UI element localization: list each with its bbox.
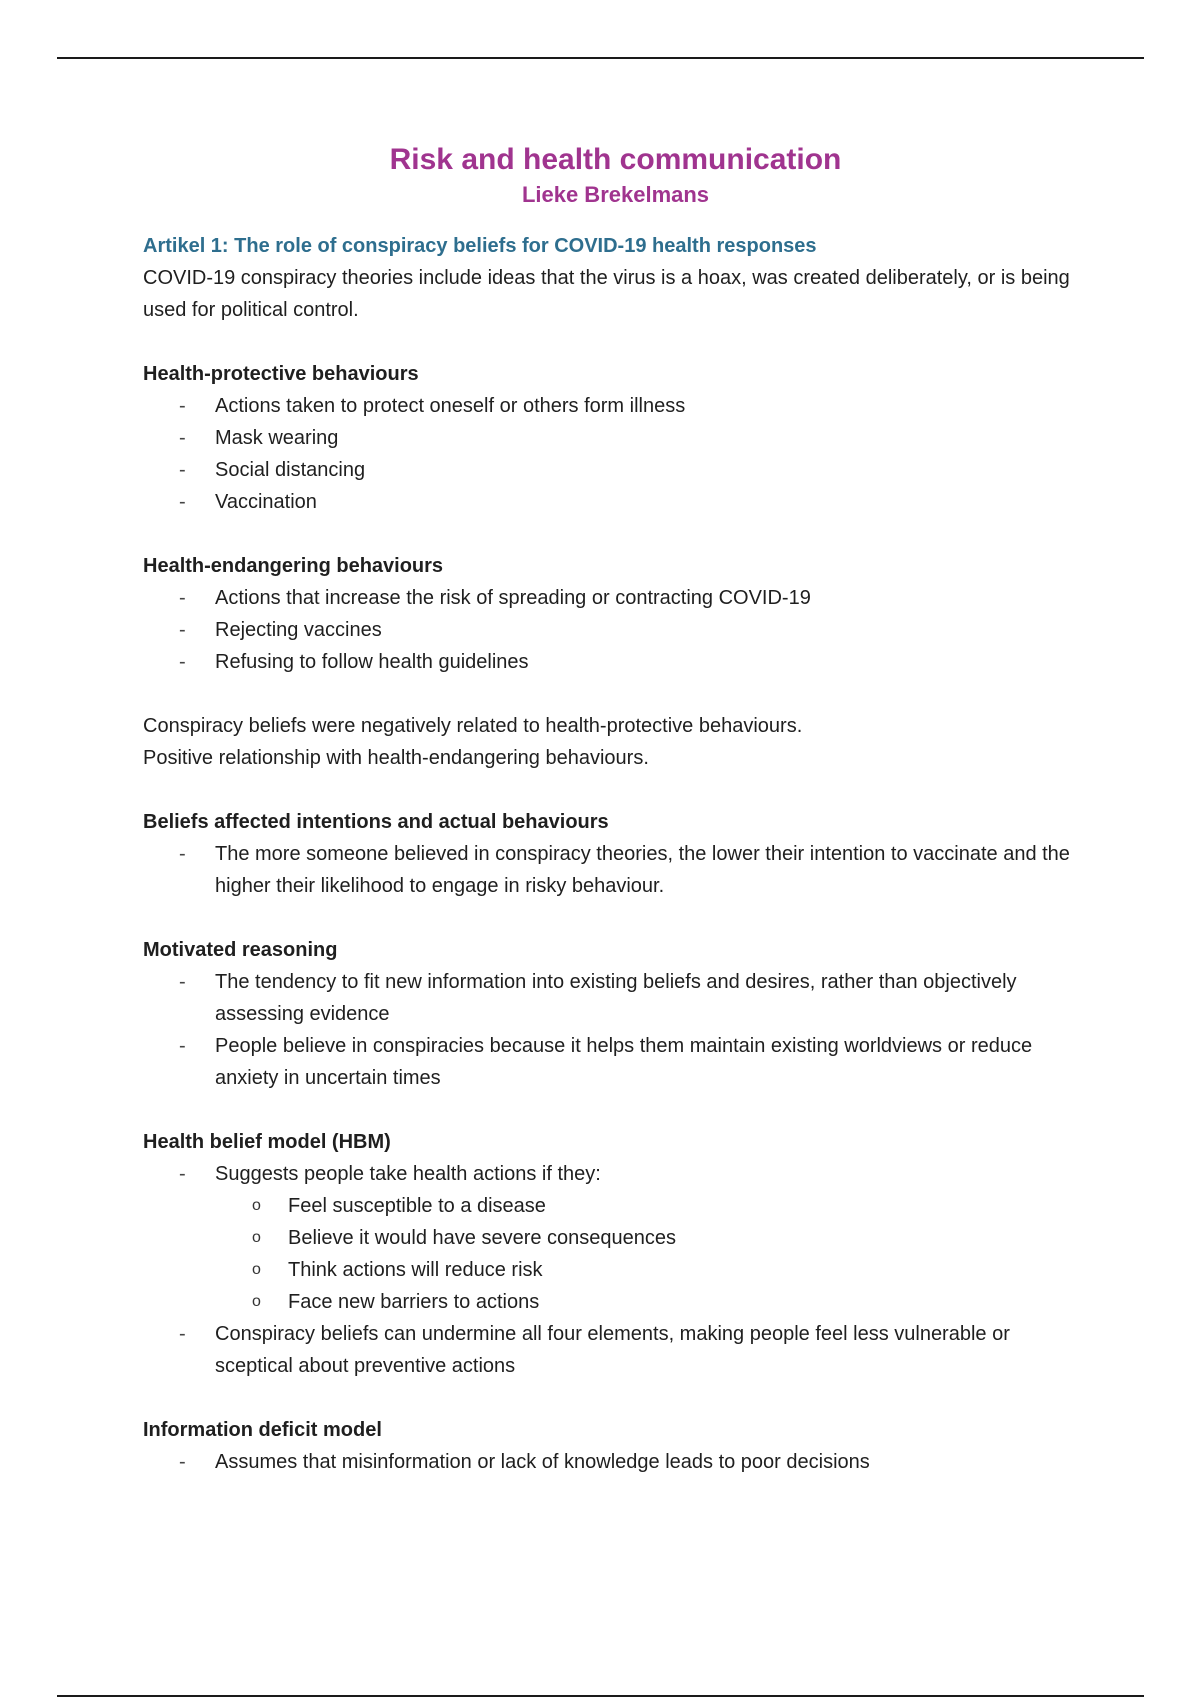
circle-bullet: o	[252, 1261, 261, 1278]
bullet-list	[143, 966, 1078, 1094]
sub-list-item: o Think actions will reduce risk	[288, 1254, 1078, 1286]
bullet-list	[143, 838, 1078, 902]
section-health-endangering	[143, 550, 1078, 678]
section-heading: Health-protective behaviours	[143, 363, 419, 385]
paragraph-line: Conspiracy beliefs were negatively related to health-protective behaviours.	[143, 715, 803, 737]
section-relationship-summary	[143, 710, 1078, 774]
bullet-list	[143, 582, 1078, 678]
list-item: - Actions that increase the risk of spreading or contracting COVID-19	[215, 582, 1078, 614]
circle-bullet: o	[252, 1293, 261, 1310]
sub-bullet-list	[215, 1190, 1078, 1318]
dash-bullet: -	[179, 459, 186, 481]
section-heading: Health-endangering behaviours	[143, 555, 444, 577]
list-item: - Rejecting vaccines	[215, 614, 1078, 646]
bullet-list	[143, 390, 1078, 518]
list-item: - Assumes that misinformation or lack of knowledge leads to poor decisions	[215, 1446, 1078, 1478]
article-intro: COVID-19 conspiracy theories include ideas that the virus is a hoax, was created deliberately, or is being used for political control.	[143, 267, 1070, 321]
top-rule	[57, 57, 1144, 59]
section-heading: Motivated reasoning	[143, 939, 338, 961]
dash-bullet: -	[179, 587, 186, 609]
list-item: - People believe in conspiracies because it helps them maintain existing worldviews or reduce anxiety in uncertain times	[215, 1030, 1078, 1094]
dash-bullet: -	[179, 971, 186, 993]
circle-bullet: o	[252, 1197, 261, 1214]
list-item: - Suggests people take health actions if they: o Feel susceptible to a disease o Believe it would have severe consequences o Think actions will reduce risk o Face new barriers to actions	[215, 1158, 1078, 1318]
bullet-list	[143, 1446, 1078, 1478]
list-item: - Conspiracy beliefs can undermine all four elements, making people feel less vulnerable or sceptical about preventive actions	[215, 1318, 1078, 1382]
section-motivated-reasoning	[143, 934, 1078, 1094]
bottom-rule	[57, 1695, 1144, 1697]
list-item: - Social distancing	[215, 454, 1078, 486]
bullet-list	[143, 1158, 1078, 1382]
dash-bullet: -	[179, 491, 186, 513]
dash-bullet: -	[179, 395, 186, 417]
document-author: Lieke Brekelmans	[521, 182, 710, 207]
document-page	[143, 140, 1078, 1478]
section-heading: Beliefs affected intentions and actual behaviours	[143, 811, 609, 833]
paragraph-line: Positive relationship with health-endangering behaviours.	[143, 747, 649, 769]
section-information-deficit-model	[143, 1414, 1078, 1478]
dash-bullet: -	[179, 1323, 186, 1345]
section-heading: Information deficit model	[143, 1419, 382, 1441]
circle-bullet: o	[252, 1229, 261, 1246]
list-item: - Actions taken to protect oneself or others form illness	[215, 390, 1078, 422]
sub-list-item: o Feel susceptible to a disease	[288, 1190, 1078, 1222]
list-item: - The tendency to fit new information into existing beliefs and desires, rather than objectively assessing evidence	[215, 966, 1078, 1030]
dash-bullet: -	[179, 651, 186, 673]
article-heading: Artikel 1: The role of conspiracy beliefs for COVID-19 health responses	[143, 235, 817, 257]
dash-bullet: -	[179, 427, 186, 449]
dash-bullet: -	[179, 1035, 186, 1057]
list-item: - Refusing to follow health guidelines	[215, 646, 1078, 678]
dash-bullet: -	[179, 843, 186, 865]
dash-bullet: -	[179, 1451, 186, 1473]
section-heading: Health belief model (HBM)	[143, 1131, 391, 1153]
list-item: - Mask wearing	[215, 422, 1078, 454]
section-health-belief-model	[143, 1126, 1078, 1382]
section-health-protective	[143, 358, 1078, 518]
dash-bullet: -	[179, 1163, 186, 1185]
dash-bullet: -	[179, 619, 186, 641]
document-title: Risk and health communication	[389, 143, 842, 176]
sub-list-item: o Face new barriers to actions	[288, 1286, 1078, 1318]
list-item: - Vaccination	[215, 486, 1078, 518]
list-item: - The more someone believed in conspiracy theories, the lower their intention to vaccinate and the higher their likelihood to engage in risky behaviour.	[215, 838, 1078, 902]
section-beliefs-intentions	[143, 806, 1078, 902]
sub-list-item: o Believe it would have severe consequences	[288, 1222, 1078, 1254]
